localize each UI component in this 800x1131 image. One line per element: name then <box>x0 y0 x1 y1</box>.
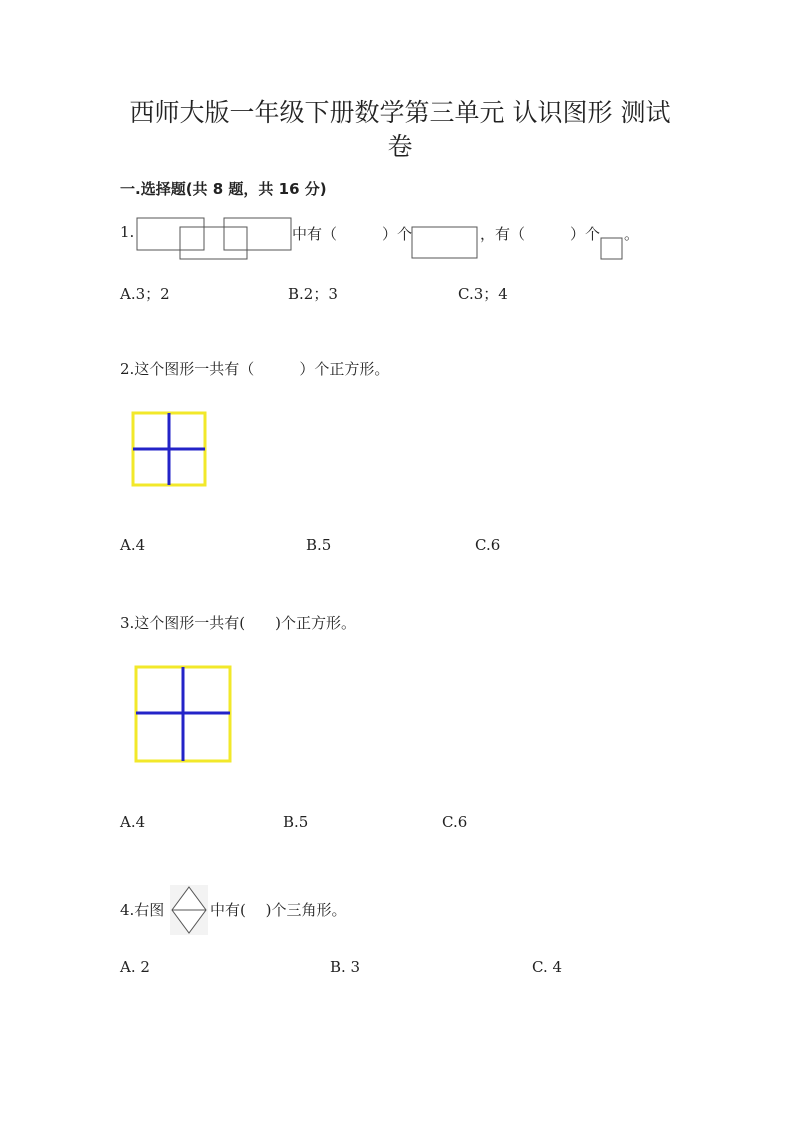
overlapping-rectangles-figure <box>135 216 295 262</box>
q3-option-c[interactable]: C.6 <box>442 813 468 831</box>
square-cross-figure-small <box>131 411 207 487</box>
q1-option-b[interactable]: B.2；3 <box>288 285 338 303</box>
q4-option-b[interactable]: B. 3 <box>330 958 361 976</box>
q1-text-c: 。 <box>624 225 640 243</box>
q3-option-a[interactable]: A.4 <box>120 813 146 831</box>
question-4-text-b: 中有( )个三角形。 <box>210 901 347 919</box>
question-2-text: 2.这个图形一共有（ ）个正方形。 <box>120 360 390 378</box>
question-4-text-a: 4.右图 <box>120 901 165 919</box>
question-3-text: 3.这个图形一共有( )个正方形。 <box>120 614 357 632</box>
q3-option-b[interactable]: B.5 <box>283 813 309 831</box>
diamond-triangles-figure <box>170 885 208 935</box>
rectangle-figure <box>411 226 479 260</box>
page-title-line-2: 卷 <box>387 132 413 161</box>
square-cross-figure-large <box>134 665 232 763</box>
q4-option-c[interactable]: C. 4 <box>532 958 563 976</box>
q2-option-a[interactable]: A.4 <box>120 536 146 554</box>
q2-option-c[interactable]: C.6 <box>475 536 501 554</box>
q1-option-c[interactable]: C.3；4 <box>458 285 508 303</box>
q1-text-a: 中有（ ）个 <box>292 225 413 243</box>
q4-option-a[interactable]: A. 2 <box>120 958 150 976</box>
q1-option-a[interactable]: A.3；2 <box>120 285 170 303</box>
q1-text-b: ，有（ ）个 <box>480 225 601 243</box>
q1-number: 1. <box>120 223 135 241</box>
q2-option-b[interactable]: B.5 <box>306 536 332 554</box>
page-title-line-1: 西师大版一年级下册数学第三单元 认识图形 测试 <box>129 98 671 127</box>
square-figure <box>600 237 624 261</box>
section-heading: 一.选择题(共 8 题，共 16 分) <box>120 180 327 198</box>
